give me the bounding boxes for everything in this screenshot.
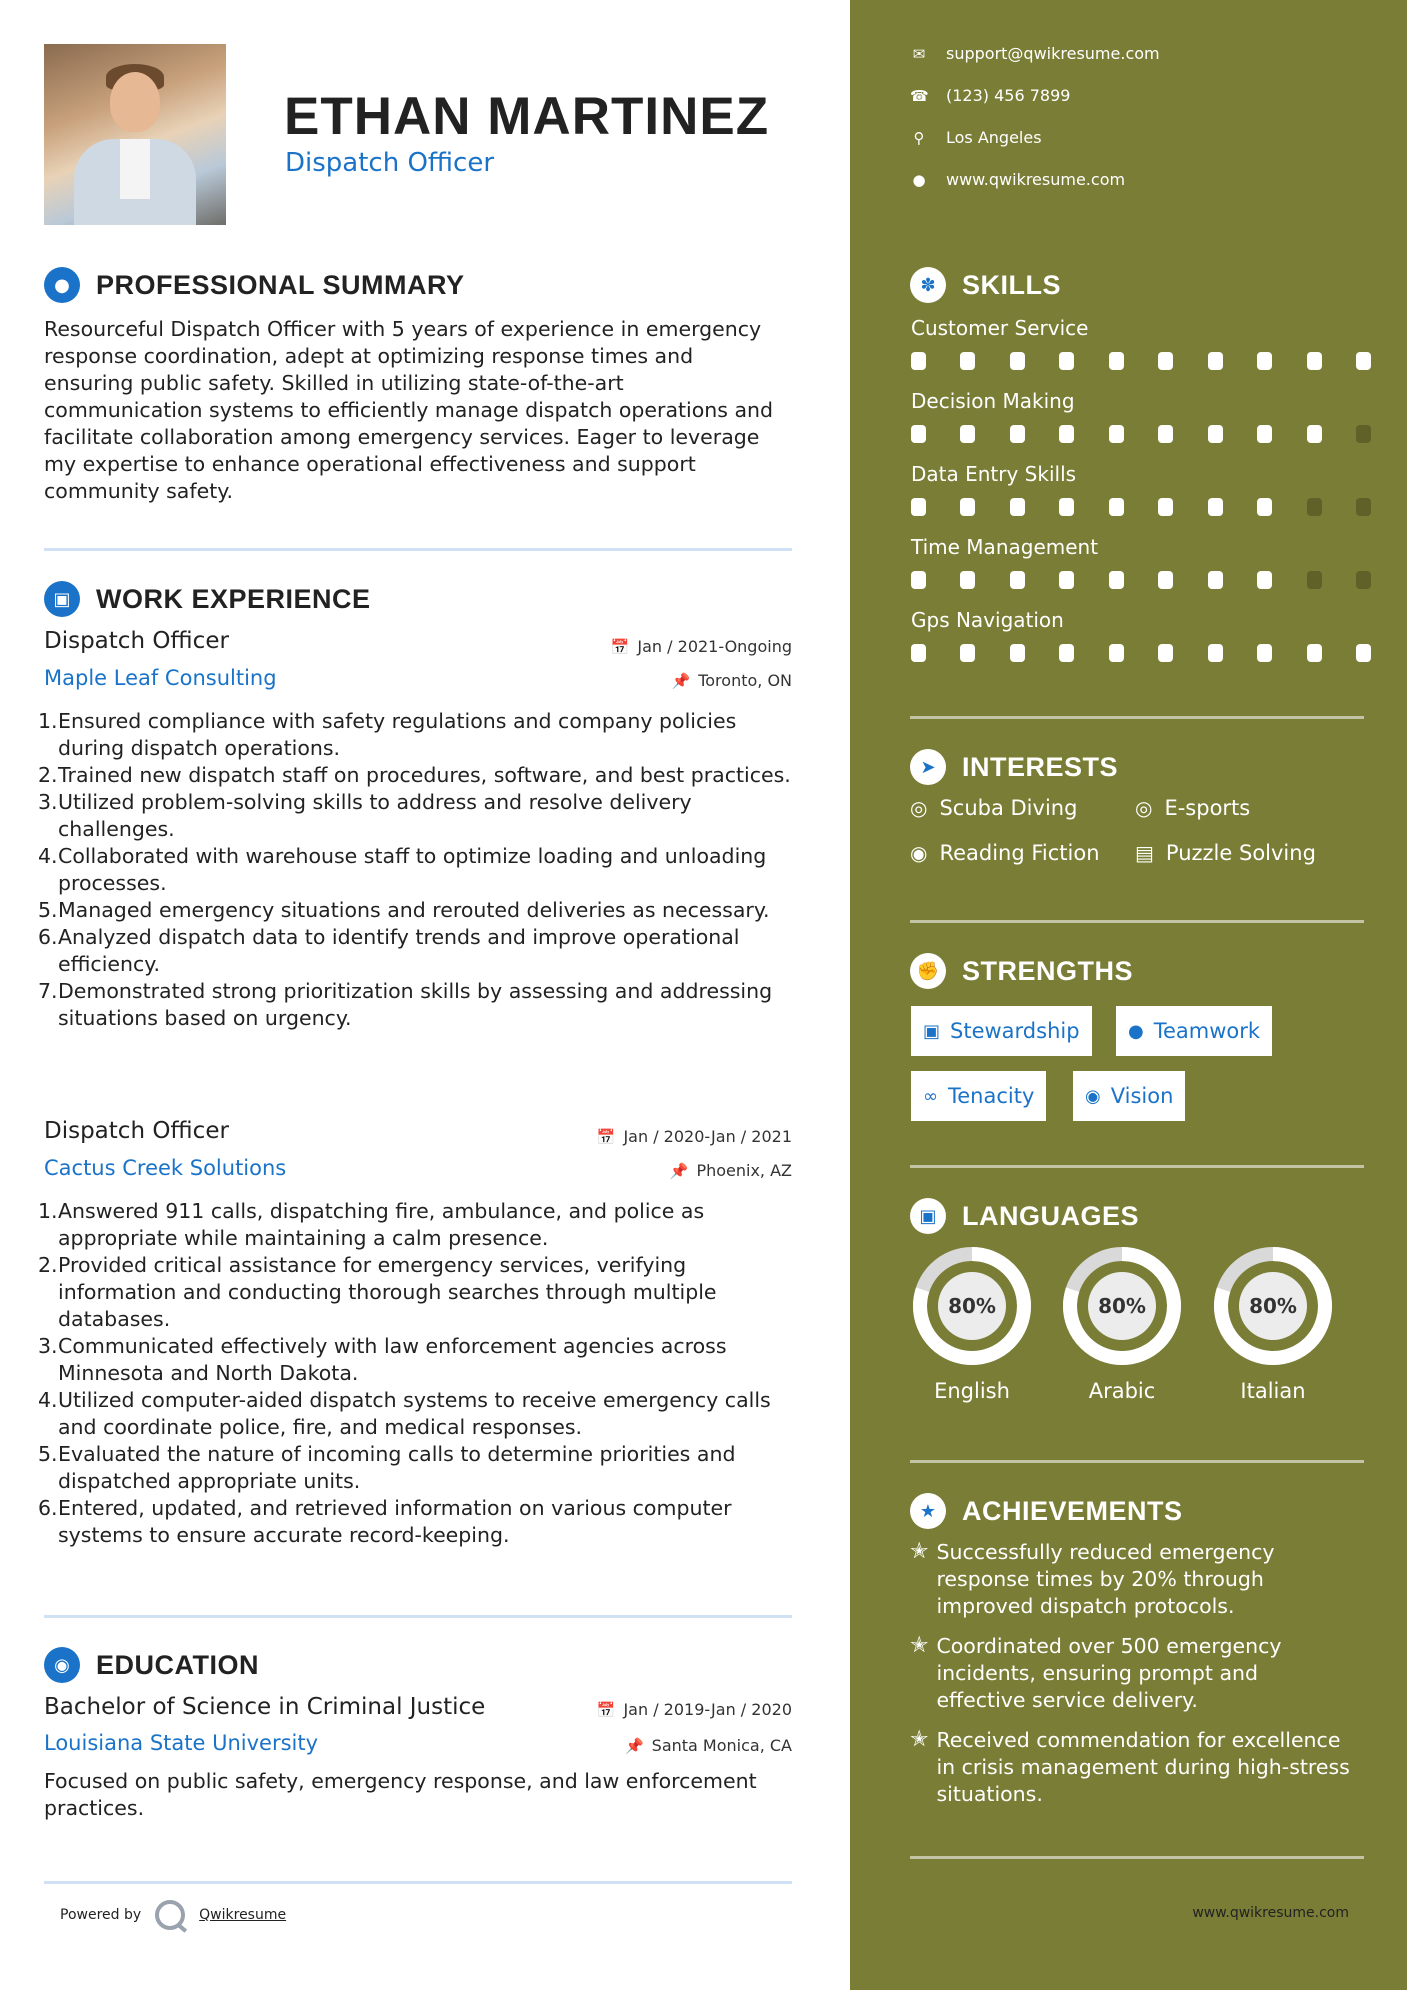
experience-title: WORK EXPERIENCE bbox=[96, 583, 371, 614]
envelope-icon: ✉ bbox=[912, 44, 926, 63]
translate-icon: ▣ bbox=[910, 1198, 946, 1234]
rating-dot bbox=[1059, 352, 1074, 370]
rating-dot bbox=[960, 425, 975, 443]
language-item bbox=[1061, 1245, 1183, 1403]
rating-dot bbox=[1059, 571, 1074, 589]
language-item bbox=[1212, 1245, 1334, 1403]
rating-dot bbox=[1059, 644, 1074, 662]
candidate-role: Dispatch Officer bbox=[285, 148, 495, 178]
strengths-title: STRENGTHS bbox=[962, 955, 1134, 986]
calendar-icon: 📅 bbox=[610, 637, 630, 656]
divider bbox=[44, 1881, 792, 1884]
skills-heading bbox=[910, 267, 1061, 303]
divider bbox=[44, 548, 792, 551]
rating-dot bbox=[1307, 644, 1322, 662]
job-dates-text: Jan / 2021-Ongoing bbox=[637, 637, 792, 656]
rating-dot bbox=[911, 571, 926, 589]
contact-email-text: support@qwikresume.com bbox=[946, 44, 1160, 63]
candidate-name: ETHAN MARTINEZ bbox=[284, 87, 770, 146]
contact-phone-text: (123) 456 7899 bbox=[946, 86, 1071, 105]
skill-rating bbox=[911, 425, 1371, 443]
contact-website[interactable] bbox=[910, 170, 1125, 189]
job-title: Dispatch Officer bbox=[44, 628, 229, 654]
profile-photo bbox=[44, 44, 226, 225]
list-item: 3. Communicated effectively with law enforcement agencies across Minnesota and North Dakota. bbox=[38, 1334, 727, 1385]
strength-chip: ∞ Tenacity bbox=[911, 1071, 1046, 1121]
summary-title: PROFESSIONAL SUMMARY bbox=[96, 269, 465, 300]
briefcase-icon: ▣ bbox=[923, 1020, 941, 1042]
calendar-icon: 📅 bbox=[596, 1700, 616, 1719]
graduate-icon: ◉ bbox=[44, 1647, 80, 1683]
rating-dot bbox=[1158, 498, 1173, 516]
school-name: Louisiana State University bbox=[44, 1731, 319, 1755]
rating-dot bbox=[1257, 571, 1272, 589]
interest-item: ▤ Puzzle Solving bbox=[1135, 841, 1316, 865]
list-item: 3. Utilized problem-solving skills to address and resolve delivery challenges. bbox=[38, 790, 692, 841]
language-name: Arabic bbox=[1088, 1379, 1156, 1403]
experience-heading bbox=[44, 581, 371, 617]
rating-dot bbox=[1158, 425, 1173, 443]
shooting-star-icon: ✭ bbox=[910, 1633, 929, 1658]
fist-icon: ✊ bbox=[910, 953, 946, 989]
contact-location bbox=[910, 128, 1042, 147]
rating-dot bbox=[1059, 498, 1074, 516]
list-item: 1. Answered 911 calls, dispatching fire, ambulance, and police as appropriate while maintaining a calm presence. bbox=[38, 1199, 705, 1250]
rating-dot bbox=[911, 498, 926, 516]
education-text: Focused on public safety, emergency response, and law enforcement practices. bbox=[44, 1769, 757, 1820]
skill-rating bbox=[911, 571, 1371, 589]
rating-dot bbox=[1208, 644, 1223, 662]
lifebuoy-icon: ◎ bbox=[910, 796, 928, 820]
rating-dot bbox=[1158, 352, 1173, 370]
rating-dot bbox=[1208, 352, 1223, 370]
sidebar bbox=[850, 0, 1407, 1990]
map-marker-icon: ⚲ bbox=[913, 128, 925, 147]
rating-dot bbox=[1208, 571, 1223, 589]
education-location-text: Santa Monica, CA bbox=[651, 1736, 792, 1755]
contact-website-text: www.qwikresume.com bbox=[946, 170, 1126, 189]
globe-icon: ● bbox=[912, 170, 926, 189]
rating-dot bbox=[1109, 425, 1124, 443]
summary-text: Resourceful Dispatch Officer with 5 years of experience in emergency response coordination, adept at optimizing response times and ensuring public safety. Skilled in utilizing state-of-the-art communication systems to efficiently manage dispatch operations and facilitate collaboration among emergency services. Eager to leverage my expertise to enhance operational effectiveness and support community safety. bbox=[44, 317, 774, 503]
powered-by-label: Powered by bbox=[60, 1907, 142, 1923]
list-item: 2. Provided critical assistance for emergency services, verifying information and conducting thorough searches through multiple databases. bbox=[38, 1253, 717, 1331]
achievement-item: ✭ Successfully reduced emergency response times by 20% through improved dispatch protocols. bbox=[910, 1539, 1275, 1618]
contact-email[interactable] bbox=[910, 44, 1160, 63]
education-dates-text: Jan / 2019-Jan / 2020 bbox=[623, 1700, 792, 1719]
language-name: English bbox=[934, 1379, 1010, 1403]
interest-item: ◎ Scuba Diving bbox=[910, 796, 1078, 820]
job-dates bbox=[597, 1127, 792, 1146]
achievements-title: ACHIEVEMENTS bbox=[962, 1495, 1183, 1526]
list-item: 7. Demonstrated strong prioritization skills by assessing and addressing situations based on urgency. bbox=[38, 979, 773, 1030]
skill-rating bbox=[911, 352, 1371, 370]
paper-plane-icon: ➤ bbox=[910, 749, 946, 785]
languages-heading bbox=[910, 1198, 1139, 1234]
education-title: EDUCATION bbox=[96, 1649, 259, 1680]
gamepad-icon: ◉ bbox=[910, 841, 928, 865]
pin-icon: 📌 bbox=[669, 1161, 689, 1180]
rating-dot bbox=[1307, 498, 1322, 516]
footer-website[interactable]: www.qwikresume.com bbox=[1192, 1905, 1349, 1921]
job-company: Cactus Creek Solutions bbox=[44, 1156, 287, 1180]
lifebuoy-icon: ◎ bbox=[1135, 796, 1153, 820]
pin-icon: 📌 bbox=[671, 671, 691, 690]
education-location bbox=[625, 1736, 792, 1755]
achievements-heading bbox=[910, 1493, 1183, 1529]
language-gauge bbox=[911, 1245, 1033, 1367]
skill-name: Gps Navigation bbox=[911, 608, 1064, 632]
rating-dot bbox=[1109, 644, 1124, 662]
list-item: 5. Managed emergency situations and rerouted deliveries as necessary. bbox=[38, 898, 770, 922]
skill-name: Data Entry Skills bbox=[911, 462, 1077, 486]
users-icon: ● bbox=[1128, 1020, 1144, 1042]
rating-dot bbox=[1010, 644, 1025, 662]
rating-dot bbox=[1010, 352, 1025, 370]
rating-dot bbox=[1208, 425, 1223, 443]
job-duties-list bbox=[38, 708, 792, 1032]
rating-dot bbox=[1109, 498, 1124, 516]
job-location-text: Toronto, ON bbox=[698, 671, 792, 690]
link-icon: ∞ bbox=[923, 1085, 938, 1107]
skill-rating bbox=[911, 498, 1371, 516]
gauge-percent-label: 80% bbox=[948, 1294, 996, 1318]
rating-dot bbox=[1010, 425, 1025, 443]
rating-dot bbox=[1307, 352, 1322, 370]
rating-dot bbox=[1356, 571, 1371, 589]
job-location bbox=[670, 1161, 792, 1180]
list-item: 4. Utilized computer-aided dispatch systems to receive emergency calls and coordinate police, fire, and medical responses. bbox=[38, 1388, 771, 1439]
binoculars-icon: ◉ bbox=[1085, 1085, 1101, 1107]
strength-chip: ◉ Vision bbox=[1073, 1071, 1185, 1121]
book-icon: ▤ bbox=[1135, 841, 1154, 865]
job-dates-text: Jan / 2020-Jan / 2021 bbox=[623, 1127, 792, 1146]
rating-dot bbox=[960, 571, 975, 589]
job-company: Maple Leaf Consulting bbox=[44, 666, 277, 690]
rating-dot bbox=[1059, 425, 1074, 443]
qwikresume-logo-icon bbox=[155, 1900, 185, 1930]
divider bbox=[910, 716, 1364, 719]
strengths-heading bbox=[910, 953, 1133, 989]
list-item: 2. Trained new dispatch staff on procedures, software, and best practices. bbox=[38, 763, 791, 787]
skills-title: SKILLS bbox=[962, 269, 1062, 300]
list-item: 1. Ensured compliance with safety regulations and company policies during dispatch operations. bbox=[38, 709, 737, 760]
rating-dot bbox=[1208, 498, 1223, 516]
divider bbox=[910, 920, 1364, 923]
rating-dot bbox=[1356, 644, 1371, 662]
list-item: 5. Evaluated the nature of incoming calls to determine priorities and dispatched appropriate units. bbox=[38, 1442, 736, 1493]
rating-dot bbox=[911, 352, 926, 370]
skill-name: Decision Making bbox=[911, 389, 1075, 413]
rating-dot bbox=[1307, 425, 1322, 443]
education-dates bbox=[597, 1700, 792, 1719]
education-heading bbox=[44, 1647, 259, 1683]
divider bbox=[910, 1165, 1364, 1168]
rating-dot bbox=[1257, 352, 1272, 370]
rating-dot bbox=[960, 498, 975, 516]
strength-chip: ● Teamwork bbox=[1116, 1006, 1272, 1056]
divider bbox=[910, 1856, 1364, 1859]
rating-dot bbox=[960, 644, 975, 662]
shooting-star-icon: ✭ bbox=[910, 1539, 929, 1564]
contact-phone[interactable] bbox=[910, 86, 1070, 105]
skill-name: Time Management bbox=[911, 535, 1099, 559]
qwikresume-link[interactable]: Qwikresume bbox=[199, 1907, 287, 1923]
rating-dot bbox=[960, 352, 975, 370]
divider bbox=[910, 1460, 1364, 1463]
skill-name: Customer Service bbox=[911, 316, 1089, 340]
language-gauge bbox=[1061, 1245, 1183, 1367]
briefcase-chair-icon: ▣ bbox=[44, 581, 80, 617]
divider bbox=[44, 1615, 792, 1618]
rating-dot bbox=[1109, 571, 1124, 589]
languages-title: LANGUAGES bbox=[962, 1200, 1140, 1231]
achievement-item: ✭ Coordinated over 500 emergency incidents, ensuring prompt and effective service delivery. bbox=[910, 1633, 1282, 1712]
achievement-item: ✭ Received commendation for excellence in crisis management during high-stress situations. bbox=[910, 1727, 1350, 1806]
degree-title: Bachelor of Science in Criminal Justice bbox=[44, 1694, 486, 1720]
job-title: Dispatch Officer bbox=[44, 1118, 229, 1144]
lightbulb-icon: ✽ bbox=[910, 267, 946, 303]
interest-item: ◎ E-sports bbox=[1135, 796, 1251, 820]
language-gauge bbox=[1212, 1245, 1334, 1367]
contact-location-text: Los Angeles bbox=[946, 128, 1042, 147]
calendar-icon: 📅 bbox=[596, 1127, 616, 1146]
list-item: 4. Collaborated with warehouse staff to optimize loading and unloading processes. bbox=[38, 844, 767, 895]
interests-title: INTERESTS bbox=[962, 751, 1119, 782]
rating-dot bbox=[1010, 571, 1025, 589]
language-item bbox=[911, 1245, 1033, 1403]
job-location bbox=[672, 671, 792, 690]
language-name: Italian bbox=[1240, 1379, 1306, 1403]
list-item: 6. Analyzed dispatch data to identify trends and improve operational efficiency. bbox=[38, 925, 740, 976]
job-dates bbox=[611, 637, 792, 656]
rating-dot bbox=[1257, 425, 1272, 443]
rating-dot bbox=[1010, 498, 1025, 516]
job-location-text: Phoenix, AZ bbox=[696, 1161, 792, 1180]
gauge-percent-label: 80% bbox=[1098, 1294, 1146, 1318]
job-duties-list bbox=[38, 1198, 792, 1549]
interest-item: ◉ Reading Fiction bbox=[910, 841, 1100, 865]
star-badge-icon: ★ bbox=[910, 1493, 946, 1529]
powered-by bbox=[60, 1900, 286, 1930]
list-item: 6. Entered, updated, and retrieved information on various computer systems to ensure accurate record-keeping. bbox=[38, 1496, 732, 1547]
skill-rating bbox=[911, 644, 1371, 662]
phone-icon: ☎ bbox=[910, 86, 929, 105]
pin-icon: 📌 bbox=[624, 1736, 644, 1755]
rating-dot bbox=[1356, 352, 1371, 370]
rating-dot bbox=[1109, 352, 1124, 370]
rating-dot bbox=[1356, 425, 1371, 443]
summary-heading bbox=[44, 267, 465, 303]
rating-dot bbox=[911, 644, 926, 662]
strength-chip: ▣ Stewardship bbox=[911, 1006, 1092, 1056]
rating-dot bbox=[1356, 498, 1371, 516]
rating-dot bbox=[1158, 644, 1173, 662]
rating-dot bbox=[911, 425, 926, 443]
interests-heading bbox=[910, 749, 1118, 785]
rating-dot bbox=[1307, 571, 1322, 589]
gauge-percent-label: 80% bbox=[1249, 1294, 1297, 1318]
rating-dot bbox=[1257, 498, 1272, 516]
shooting-star-icon: ✭ bbox=[910, 1727, 929, 1752]
rating-dot bbox=[1158, 571, 1173, 589]
rating-dot bbox=[1257, 644, 1272, 662]
user-icon: ● bbox=[44, 267, 80, 303]
